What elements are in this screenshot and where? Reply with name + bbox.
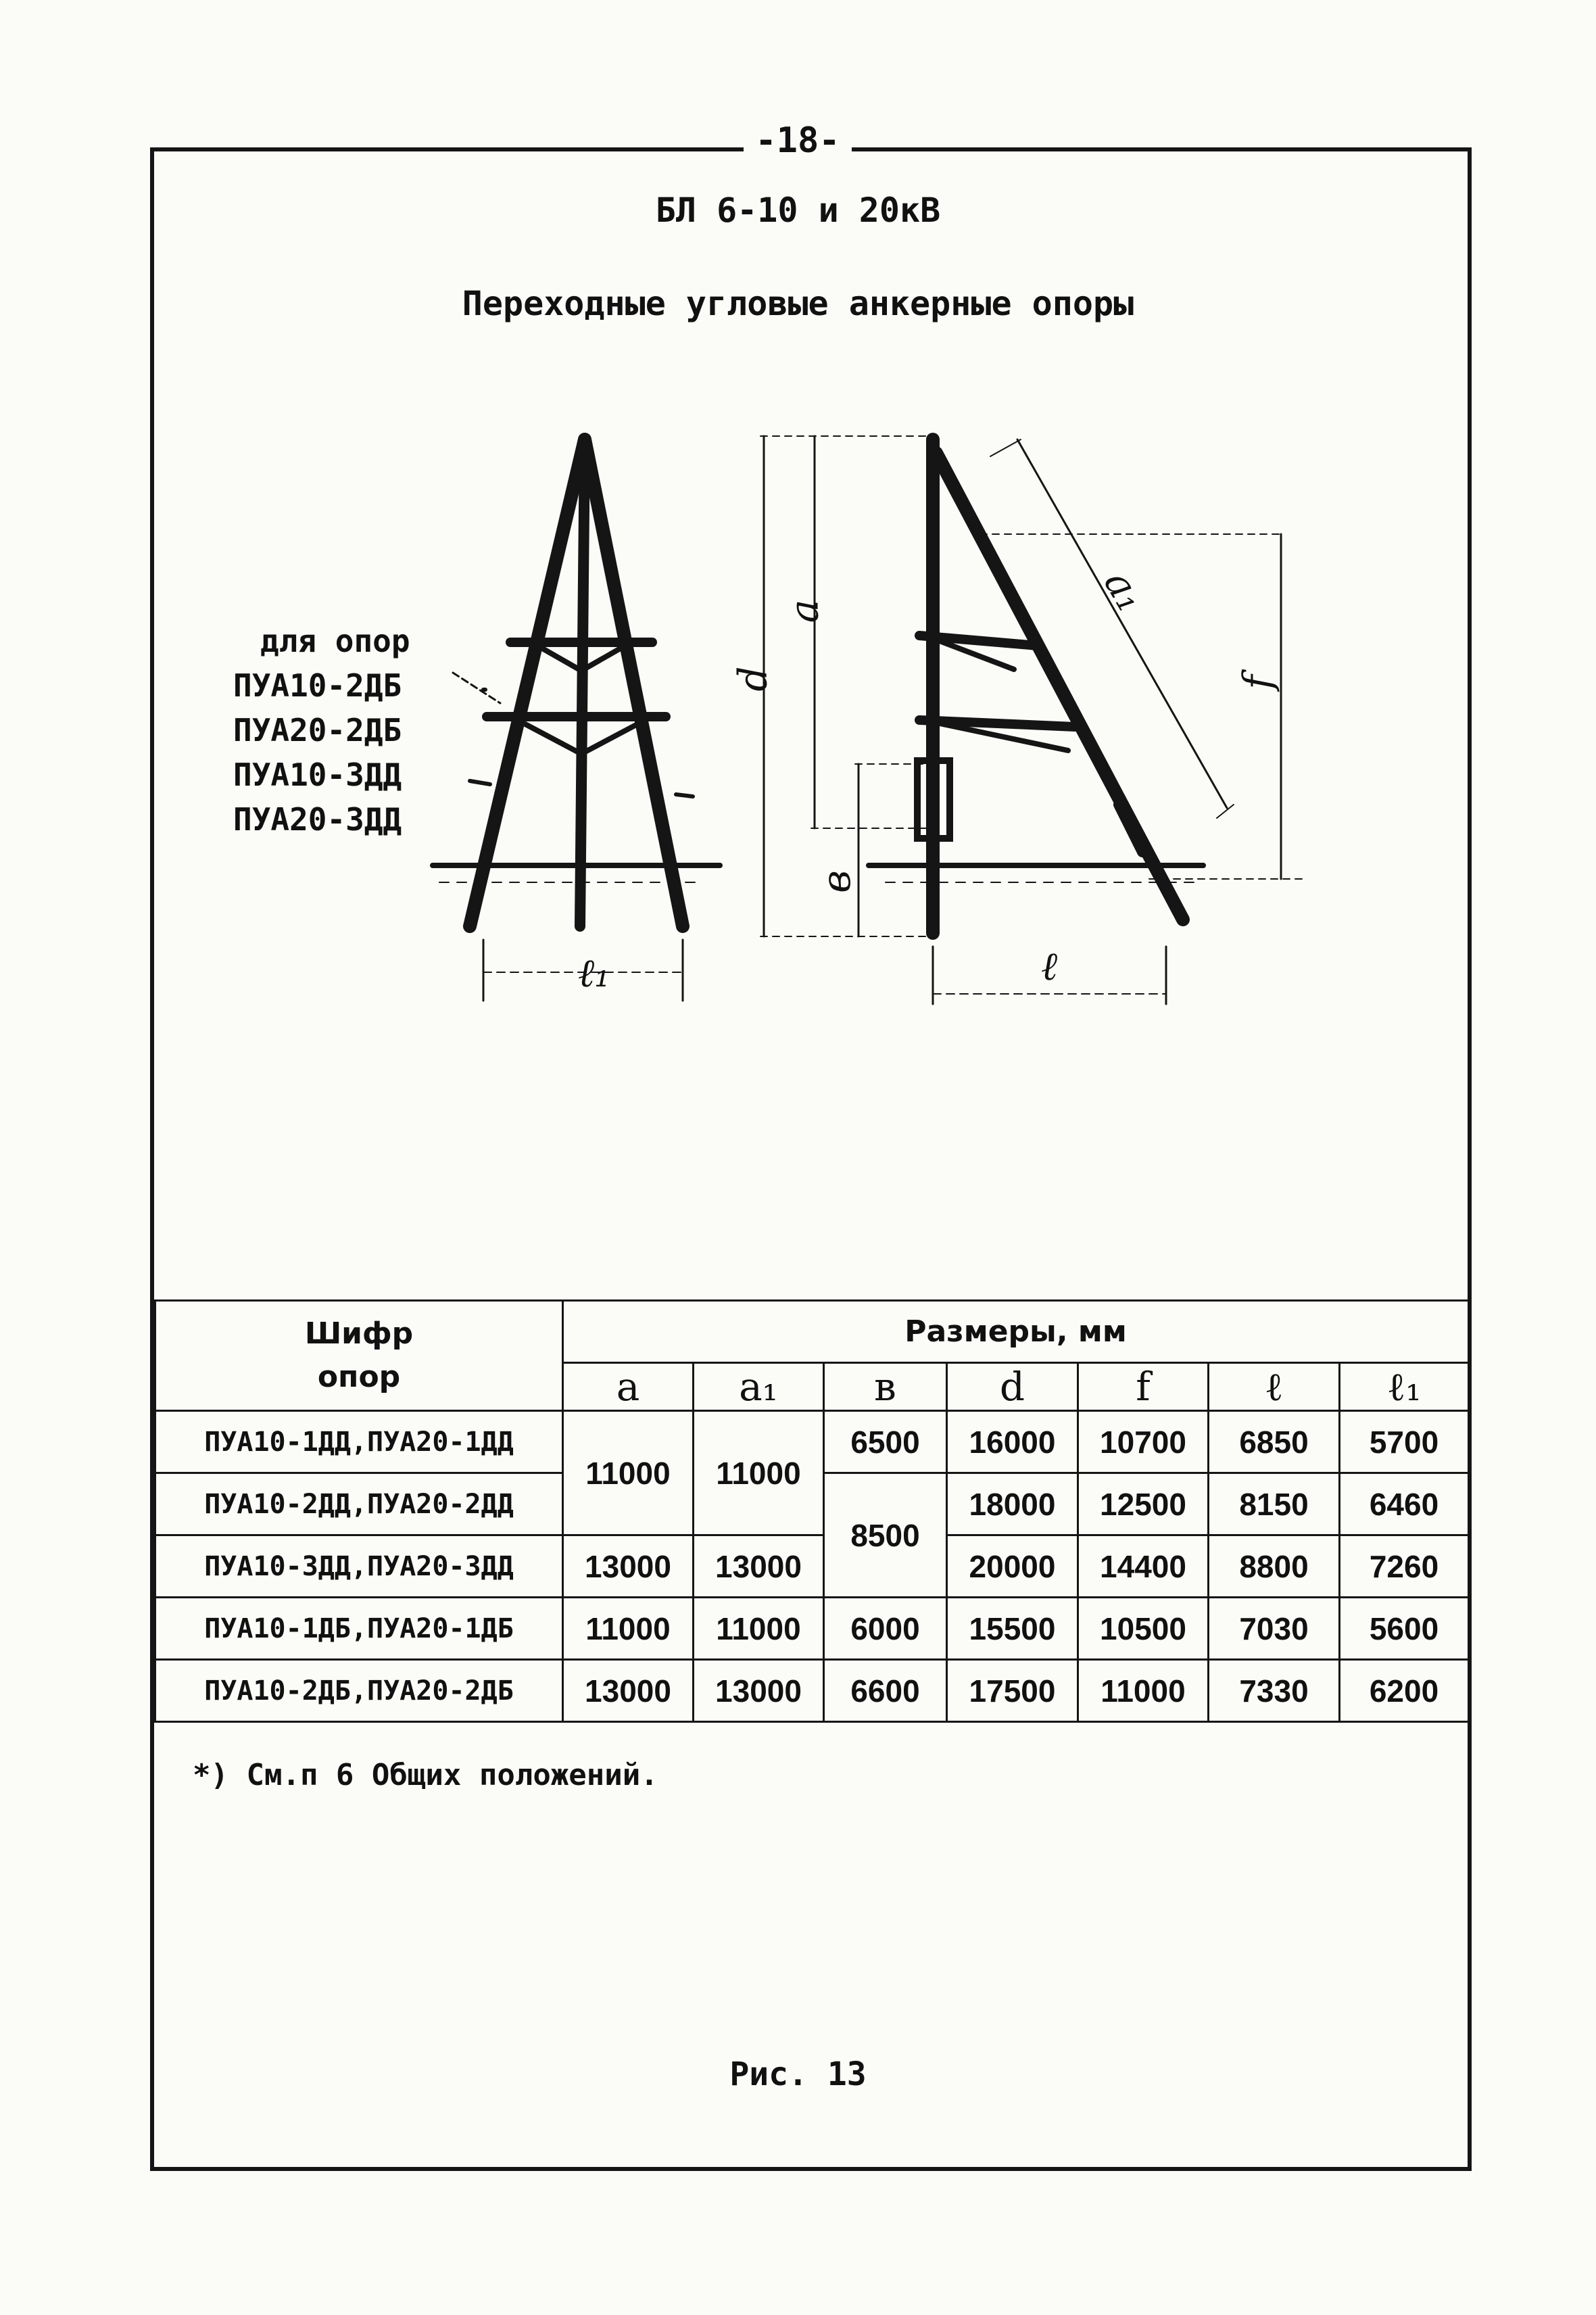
dimensions-table: [154, 1299, 1470, 1723]
support-code: ПУА10-1ДД,ПУА20-1ДД: [155, 1411, 563, 1473]
value-f: 12500: [1078, 1473, 1209, 1535]
value-l: 8150: [1209, 1473, 1340, 1535]
series-title: БЛ 6-10 и 20кВ: [655, 191, 941, 230]
column-header: a: [563, 1363, 694, 1411]
value-d: 18000: [947, 1473, 1078, 1535]
value-d: 16000: [947, 1411, 1078, 1473]
table-row: [155, 1411, 1469, 1473]
value-a: 11000: [563, 1411, 694, 1535]
footnote: *) См.п 6 Общих положений.: [193, 1758, 658, 1792]
support-code: ПУА10-2ДБ,ПУА20-2ДБ: [155, 1660, 563, 1722]
a-frame-support: [433, 439, 720, 1001]
value-a: 13000: [563, 1660, 694, 1722]
value-a: 13000: [563, 1535, 694, 1598]
column-header: ℓ₁: [1340, 1363, 1469, 1411]
support-code: ПУА10-1ДБ,ПУА20-1ДБ: [155, 1598, 563, 1660]
support-code: ПУА10-3ДД,ПУА20-3ДД: [155, 1535, 563, 1598]
dim-label-d: d: [729, 666, 776, 692]
dim-label-f: f: [1234, 675, 1281, 690]
dim-label-b: в: [813, 870, 859, 893]
value-f: 10500: [1078, 1598, 1209, 1660]
code-header: [155, 1301, 563, 1411]
figure-title: Переходные угловые анкерные опоры: [462, 284, 1134, 323]
value-b: 8500: [824, 1473, 947, 1598]
value-a1: 13000: [694, 1535, 824, 1598]
value-b: 6500: [824, 1411, 947, 1473]
value-l1: 6200: [1340, 1660, 1469, 1722]
support-list-item: ПУА10-3ДД: [233, 757, 402, 793]
sizes-header: Размеры, мм: [563, 1301, 1469, 1363]
figure-caption: Рис. 13: [729, 2055, 867, 2093]
support-list-heading: для опор: [260, 623, 410, 659]
code-header-line1: Шифр: [304, 1316, 414, 1351]
column-header: a₁: [694, 1363, 824, 1411]
support-type-list: [233, 619, 410, 842]
value-f: 14400: [1078, 1535, 1209, 1598]
value-l1: 7260: [1340, 1535, 1469, 1598]
value-b: 6600: [824, 1660, 947, 1722]
support-drawing: [379, 406, 1338, 1014]
dim-label-a: a: [781, 599, 827, 623]
value-b: 6000: [824, 1598, 947, 1660]
side-view-support: [760, 436, 1305, 1004]
value-a1: 11000: [694, 1598, 824, 1660]
value-l: 8800: [1209, 1535, 1340, 1598]
table-row: [155, 1535, 1469, 1598]
value-d: 17500: [947, 1660, 1078, 1722]
value-l1: 5700: [1340, 1411, 1469, 1473]
page-number: -18-: [744, 120, 852, 161]
value-d: 15500: [947, 1598, 1078, 1660]
support-list-item: ПУА10-2ДБ: [233, 667, 402, 704]
column-header: в: [824, 1363, 947, 1411]
support-list-item: ПУА20-3ДД: [233, 801, 402, 838]
value-a1: 11000: [694, 1411, 824, 1535]
table-row: [155, 1660, 1469, 1722]
value-a1: 13000: [694, 1660, 824, 1722]
support-list-item: ПУА20-2ДБ: [233, 712, 402, 748]
value-l: 6850: [1209, 1411, 1340, 1473]
support-code: ПУА10-2ДД,ПУА20-2ДД: [155, 1473, 563, 1535]
value-a: 11000: [563, 1598, 694, 1660]
value-l1: 5600: [1340, 1598, 1469, 1660]
code-header-line2: опор: [317, 1360, 401, 1394]
value-d: 20000: [947, 1535, 1078, 1598]
column-header: f: [1078, 1363, 1209, 1411]
value-l: 7030: [1209, 1598, 1340, 1660]
value-l1: 6460: [1340, 1473, 1469, 1535]
column-header: ℓ: [1209, 1363, 1340, 1411]
value-f: 10700: [1078, 1411, 1209, 1473]
column-header: d: [947, 1363, 1078, 1411]
dim-label-l: ℓ: [1041, 943, 1058, 989]
dim-label-a1: a₁: [1095, 562, 1155, 620]
value-f: 11000: [1078, 1660, 1209, 1722]
value-l: 7330: [1209, 1660, 1340, 1722]
table-row: [155, 1598, 1469, 1660]
dim-label-l1: ℓ₁: [578, 950, 610, 996]
